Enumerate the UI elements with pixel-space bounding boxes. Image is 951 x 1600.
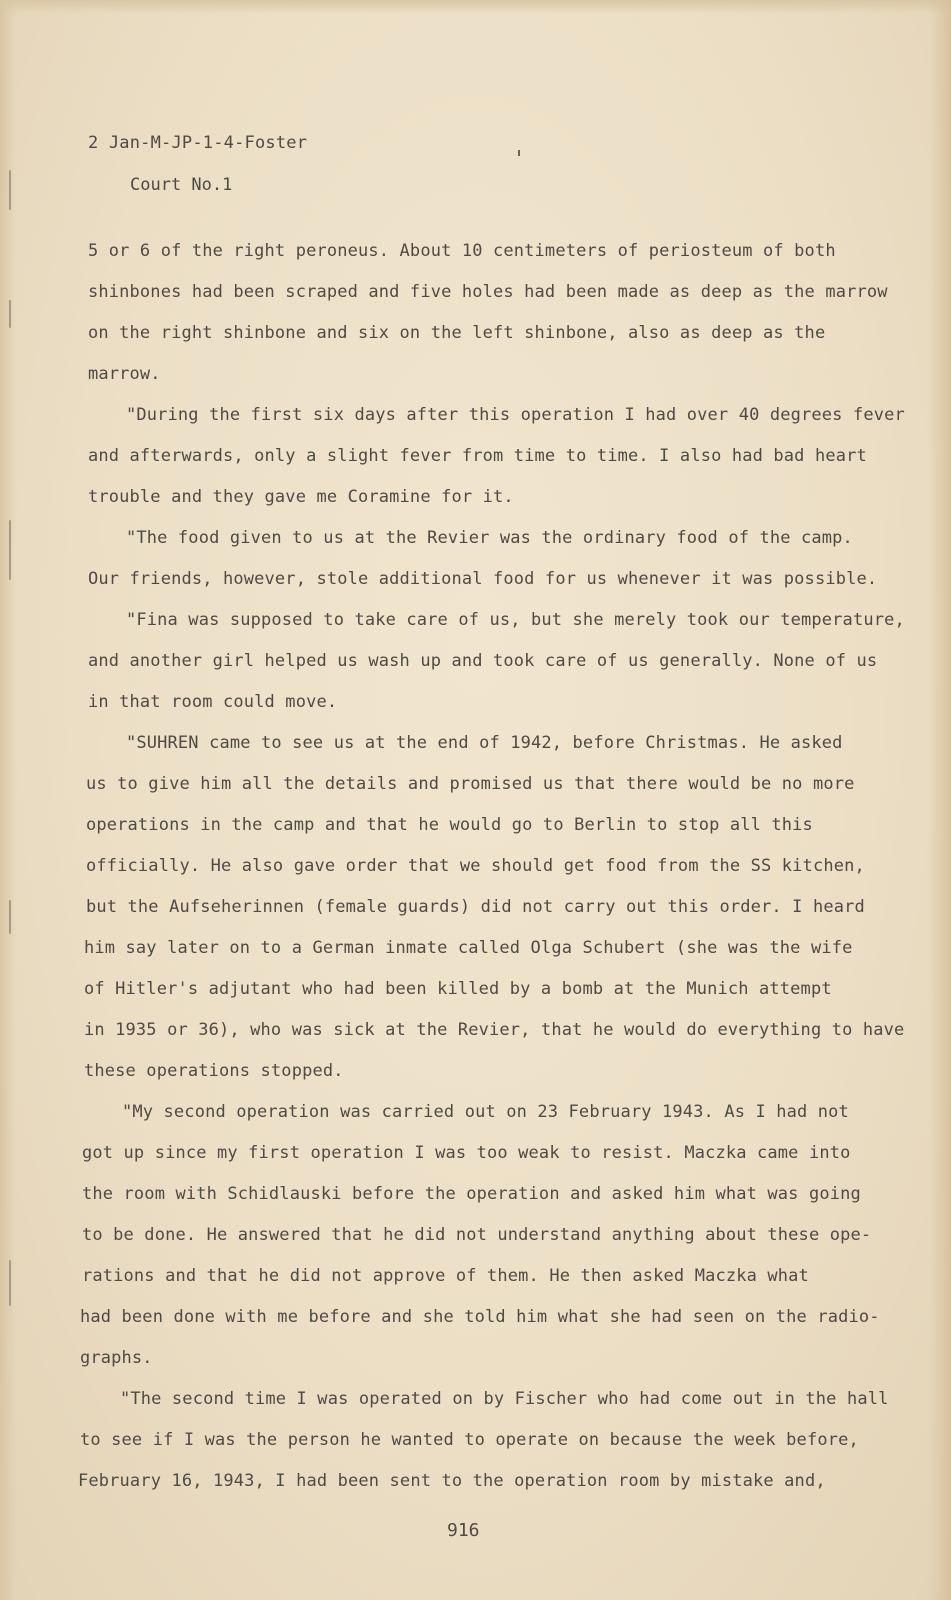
page-left-edge [0,0,16,1600]
binding-mark [9,300,11,328]
text-line: in that room could move. [88,692,338,712]
court-line: Court No.1 [130,175,233,195]
text-line: "My second operation was carried out on 23 February 1943. As I had not [122,1102,849,1122]
text-line: graphs. [80,1348,153,1368]
text-line: rations and that he did not approve of them. He then asked Maczka what [82,1266,809,1286]
text-line: "The food given to us at the Revier was the ordinary food of the camp. [126,528,853,548]
binding-mark [9,170,11,210]
text-line: of Hitler's adjutant who had been killed by a bomb at the Munich attempt [84,979,832,999]
text-line: him say later on to a German inmate called Olga Schubert (she was the wife [84,938,853,958]
stray-mark [518,150,520,156]
text-line: to see if I was the person he wanted to operate on because the week before, [80,1430,859,1450]
text-line: got up since my first operation I was too weak to resist. Maczka came into [82,1143,851,1163]
text-line: "The second time I was operated on by Fischer who had come out in the hall [120,1389,889,1409]
text-line: in 1935 or 36), who was sick at the Revier, that he would do everything to have [84,1020,905,1040]
page-right-edge [929,0,951,1600]
binding-mark [9,900,11,934]
text-line: to be done. He answered that he did not understand anything about these ope- [82,1225,872,1245]
page-number: 916 [447,1520,480,1541]
text-line: on the right shinbone and six on the left shinbone, also as deep as the [88,323,826,343]
text-line: "Fina was supposed to take care of us, but she merely took our temperature, [126,610,905,630]
page-top-edge [0,0,951,14]
text-line: operations in the camp and that he would go to Berlin to stop all this [86,815,813,835]
text-line: but the Aufseherinnen (female guards) did not carry out this order. I heard [86,897,865,917]
document-header: 2 Jan-M-JP-1-4-Foster [88,133,308,153]
text-line: trouble and they gave me Coramine for it. [88,487,514,507]
text-line: "SUHREN came to see us at the end of 1942, before Christmas. He asked [126,733,843,753]
text-line: and afterwards, only a slight fever from time to time. I also had bad heart [88,446,867,466]
text-line: Our friends, however, stole additional food for us whenever it was possible. [88,569,878,589]
binding-mark [9,520,11,580]
text-line: shinbones had been scraped and five holes had been made as deep as the marrow [88,282,888,302]
text-line: these operations stopped. [84,1061,344,1081]
text-line: the room with Schidlauski before the operation and asked him what was going [82,1184,861,1204]
text-line: and another girl helped us wash up and took care of us generally. None of us [88,651,878,671]
text-line: marrow. [88,364,161,384]
text-line: us to give him all the details and promised us that there would be no more [86,774,855,794]
text-line: 5 or 6 of the right peroneus. About 10 centimeters of periosteum of both [88,241,836,261]
text-line: February 16, 1943, I had been sent to the operation room by mistake and, [78,1471,826,1491]
binding-mark [9,1260,11,1306]
text-line: "During the first six days after this operation I had over 40 degrees fever [126,405,905,425]
text-line: had been done with me before and she told him what she had seen on the radio- [80,1307,880,1327]
text-line: officially. He also gave order that we should get food from the SS kitchen, [86,856,865,876]
